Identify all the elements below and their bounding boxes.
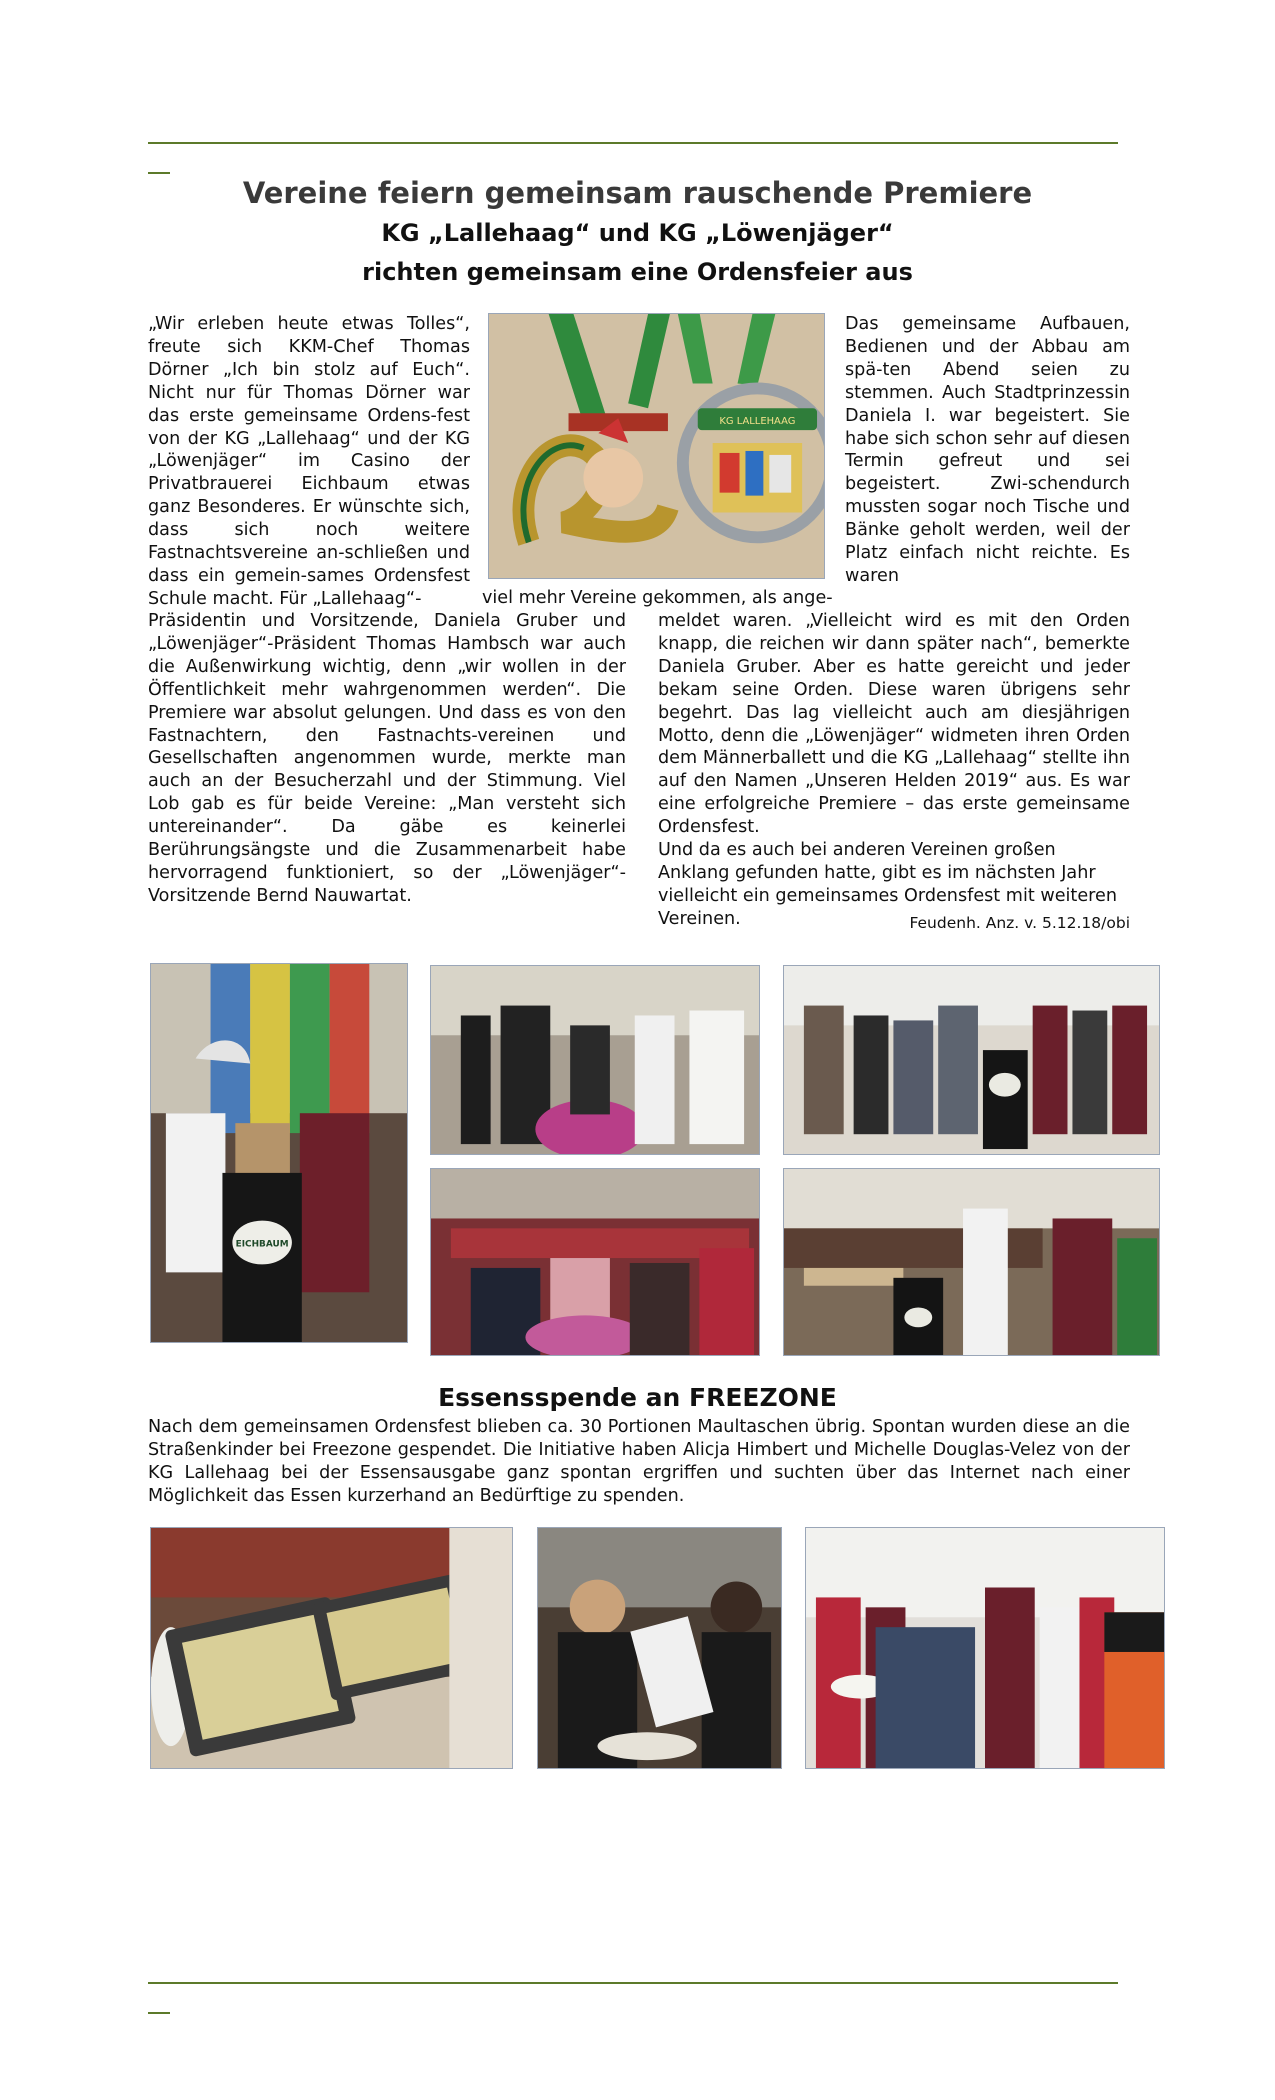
right-lower-text-2-body: Und da es auch bei anderen Vereinen großen Anklang gefunden hatte, gibt es im nächsten Jahr vielleicht ein gemeinsames Ordensfest mit weiteren Vereinen. (658, 840, 1117, 929)
article-subtitle-2: richten gemeinsam eine Ordensfeier aus (362, 258, 913, 286)
article-title: Vereine feiern gemeinsam rauschende Premiere (242, 176, 1033, 210)
header-rule-dash (148, 172, 170, 174)
left-column-text: „Wir erleben heute etwas Tolles“, freute sich KKM-Chef Thomas Dörner „Ich bin stolz auf Euch“. Nicht nur für Thomas Dörner war das erste gemeinsame Ordens-fest von der KG „Lallehaag“ und der KG „Löwenjäger“ im Casino der Privatbrauerei Eichbaum etwas ganz Besonderes. Er wünschte sich, dass sich noch weitere Fastnachtsvereine an-schließen und dass ein gemein-sames Ordensfest Schule macht. Für „Lallehaag“- (148, 314, 470, 609)
article-source: Feudenh. Anz. v. 5.12.18/obi (909, 913, 1130, 932)
article-left-column-lower (148, 610, 626, 908)
podium-label-1: EICHBAUM (235, 1239, 289, 1250)
right-lower-text-1: meldet waren. „Vielleicht wird es mit den Orden knapp, die reichen wir dann später nach“, bemerkte Daniela Gruber. Aber es hatte gereicht und jeder bekam seine Orden. Diese waren übrigens sehr begehrt. Das lag vielleicht auch am diesjährigen Motto, denn die „Löwenjäger“ widmeten ihren Orden dem Männerballett und die KG „Lallehaag“ stellte ihn auf den Namen „Unseren Helden 2019“ aus. Es war eine erfolgreiche Premiere – das erste gemeinsame Ordensfest. (658, 611, 1130, 838)
photo-stage-group (783, 965, 1160, 1155)
section2-text: Nach dem gemeinsamen Ordensfest blieben ca. 30 Portionen Maultaschen übrig. Spontan wurden diese an die Straßenkinder bei Freezone gespendet. Die Initiative haben Alicja Himbert und Michelle Douglas-Velez von der KG Lallehaag bei der Essensausgabe ganz spontan ergriffen und suchten über das Internet nach einer Möglichkeit das Essen kurzerhand an Bedürftige zu spenden. (148, 1417, 1130, 1506)
medal-ribbon-text: KG LALLEHAAG (719, 416, 796, 428)
photo-audience-tables (430, 1168, 760, 1356)
article-right-column (845, 313, 1130, 588)
medals-photo (488, 313, 825, 579)
right-lower-text-2 (658, 839, 1130, 931)
section2-title: Essensspende an FREEZONE (438, 1383, 837, 1412)
article-right-column-lower (658, 610, 1130, 935)
photo-podium-speakers (150, 963, 408, 1343)
article-subtitle-1: KG „Lallehaag“ und KG „Löwenjäger“ (381, 219, 894, 247)
article-left-column (148, 313, 470, 611)
article-transition-line (148, 587, 1130, 610)
footer-rule-dash (148, 2012, 170, 2014)
footer-rule (148, 1982, 1118, 1984)
header-rule (148, 142, 1118, 144)
photo-serving-food (537, 1527, 782, 1769)
photo-handover-group (805, 1527, 1165, 1769)
left-lower-text: Präsidentin und Vorsitzende, Daniela Gruber und „Löwenjäger“-Präsident Thomas Hambsch war auch die Außenwirkung wichtig, denn „wir wollen in der Öffentlichkeit mehr wahrgenommen werden“. Die Premiere war absolut gelungen. Und dass es von den Fastnachtern, den Fastnachts-vereinen und Gesellschaften angenommen wurde, merkte man auch an der Besucherzahl und der Stimmung. Viel Lob gab es für beide Vereine: „Man versteht sich untereinander“. Da gäbe es keinerlei Berührungsängste und die Zusammenarbeit habe hervorragend funktioniert, so der „Löwenjäger“-Vorsitzende Bernd Nauwartat. (148, 611, 626, 906)
photo-food-trays (150, 1527, 513, 1769)
photo-hall-speech (783, 1168, 1160, 1356)
overlap-text: viel mehr Vereine gekommen, als ange- (482, 588, 833, 608)
right-column-text: Das gemeinsame Aufbauen, Bedienen und der Abbau am spä-ten Abend seien zu stemmen. Auch Stadtprinzessin Daniela I. war begeistert. Sie habe sich schon sehr auf diesen Termin gefreut und sei begeistert. Zwi-schendurch mussten sogar noch Tische und Bänke geholt werden, weil der Platz einfach nicht reichte. Es waren (845, 314, 1130, 586)
photo-group-dancers (430, 965, 760, 1155)
